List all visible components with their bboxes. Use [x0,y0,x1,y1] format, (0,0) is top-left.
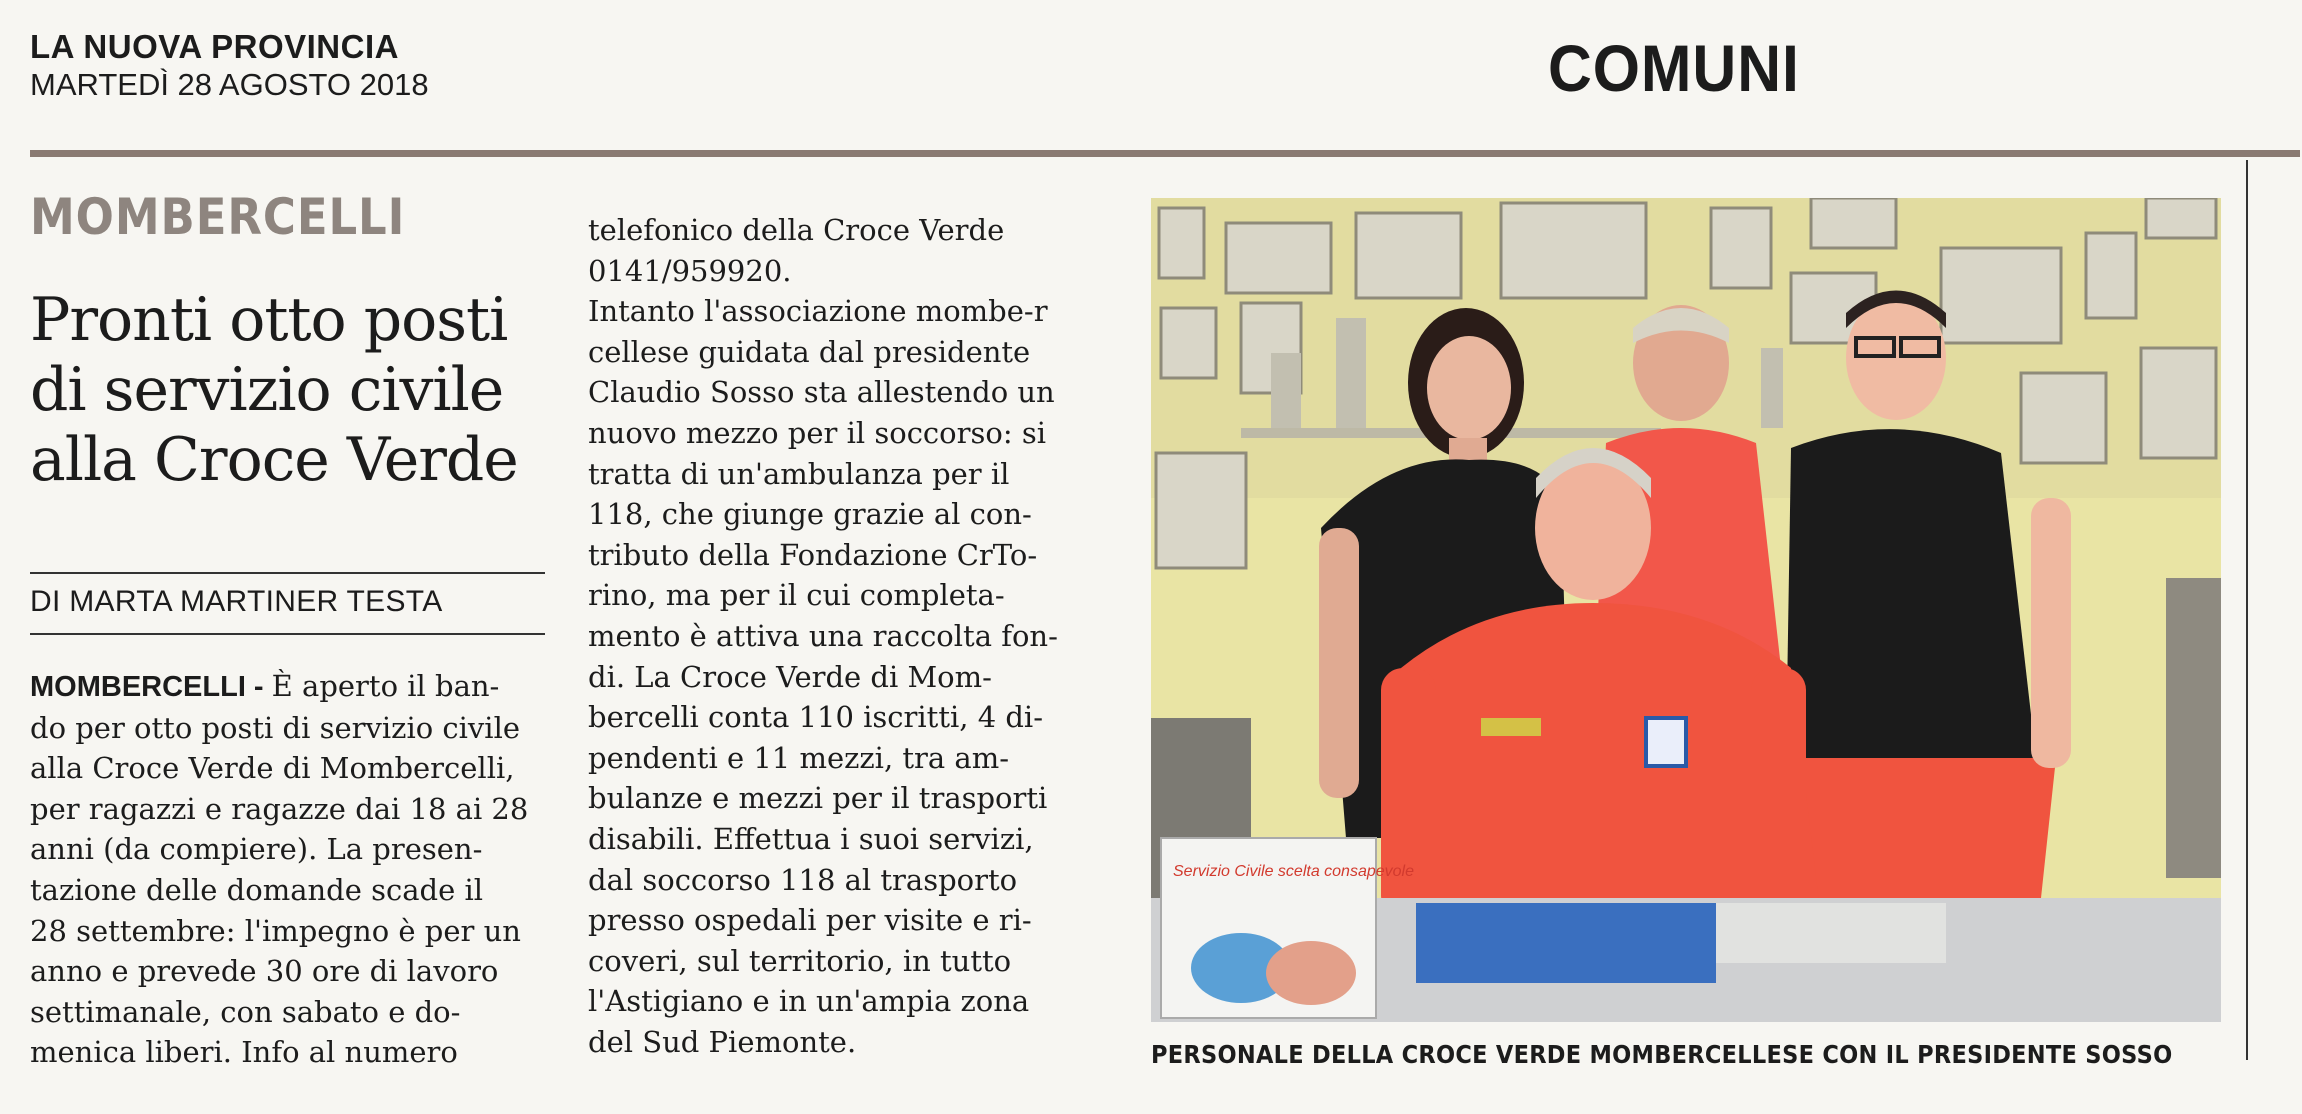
headline-line: di servizio civile [30,355,504,425]
col2-line: presso ospedali per visite e ri- [588,903,1032,938]
byline-rule-bottom [30,633,545,635]
col2-line: coveri, sul territorio, in tutto [588,943,1012,978]
col2-line: bulanze e mezzi per il trasporti [588,781,1048,816]
article-byline: DI MARTA MARTINER TESTA [30,585,443,618]
col2-line: dal soccorso 118 al trasporto [588,862,1018,897]
masthead [30,28,429,104]
col2-line: pendenti e 11 mezzi, tra am- [588,740,1009,775]
headline-line: Pronti otto posti [30,285,508,355]
col1-line: MOMBERCELLI - È aperto il ban- [30,669,500,703]
lead-dateline: MOMBERCELLI - [30,671,272,703]
col2-line: cellese guidata dal presidente [588,334,1031,369]
col1-line: 28 settembre: l'impegno è per un [30,913,521,948]
col1-line: do per otto posti di servizio civile [30,710,521,745]
article-column-1 [30,666,545,1073]
newspaper-name: LA NUOVA PROVINCIA [30,28,399,65]
article-photo [1151,198,2221,1022]
col2-line: disabili. Effettua i suoi servizi, [588,821,1034,856]
col2-line: l'Astigiano e in un'ampia zona [588,984,1030,1019]
col1-line: alla Croce Verde di Mombercelli, [30,751,515,786]
col2-line: Intanto l'associazione mombe-r [588,294,1048,329]
photo-caption: PERSONALE DELLA CROCE VERDE MOMBERCELLESE CON IL PRESIDENTE SOSSO [1151,1040,2173,1069]
col2-line: telefonico della Croce Verde [588,213,1005,247]
col1-line: tazione delle domande scade il [30,872,484,907]
col2-line: del Sud Piemonte. [588,1024,857,1059]
byline-rule-top [30,572,545,574]
issue-date: MARTEDÌ 28 AGOSTO 2018 [30,67,429,102]
section-title: COMUNI [1548,31,1800,105]
col2-line: Claudio Sosso sta allestendo un [588,375,1055,410]
col1-line: settimanale, con sabato e do- [30,994,461,1029]
photo-sign-text: Servizio Civile scelta consapevole [1173,863,1414,880]
col2-line: 0141/959920. [588,253,792,288]
article-column-2 [588,210,1103,1062]
col2-line: tratta di un'ambulanza per il [588,456,1010,491]
col2-line: nuovo mezzo per il soccorso: si [588,415,1046,450]
headline-line: alla Croce Verde [30,425,518,495]
col1-line: menica liberi. Info al numero [30,1035,458,1070]
col2-line: rino, ma per il cui completa- [588,578,1005,613]
photo-illustration [1151,198,2221,1022]
col2-line: 118, che giunge grazie al con- [588,497,1032,532]
col1-line: per ragazzi e ragazze dai 18 ai 28 [30,791,529,826]
col2-line: di. La Croce Verde di Mom- [588,659,992,694]
column-divider [2246,160,2248,1060]
article-headline [30,285,570,495]
top-rule [30,150,2300,157]
col1-line: anno e prevede 30 ore di lavoro [30,954,499,989]
col2-line: mento è attiva una raccolta fon- [588,618,1058,653]
col2-line: bercelli conta 110 iscritti, 4 di- [588,700,1044,735]
col2-line: tributo della Fondazione CrTo- [588,537,1038,572]
article-kicker: MOMBERCELLI [30,188,406,246]
col1-line: anni (da compiere). La presen- [30,832,483,867]
